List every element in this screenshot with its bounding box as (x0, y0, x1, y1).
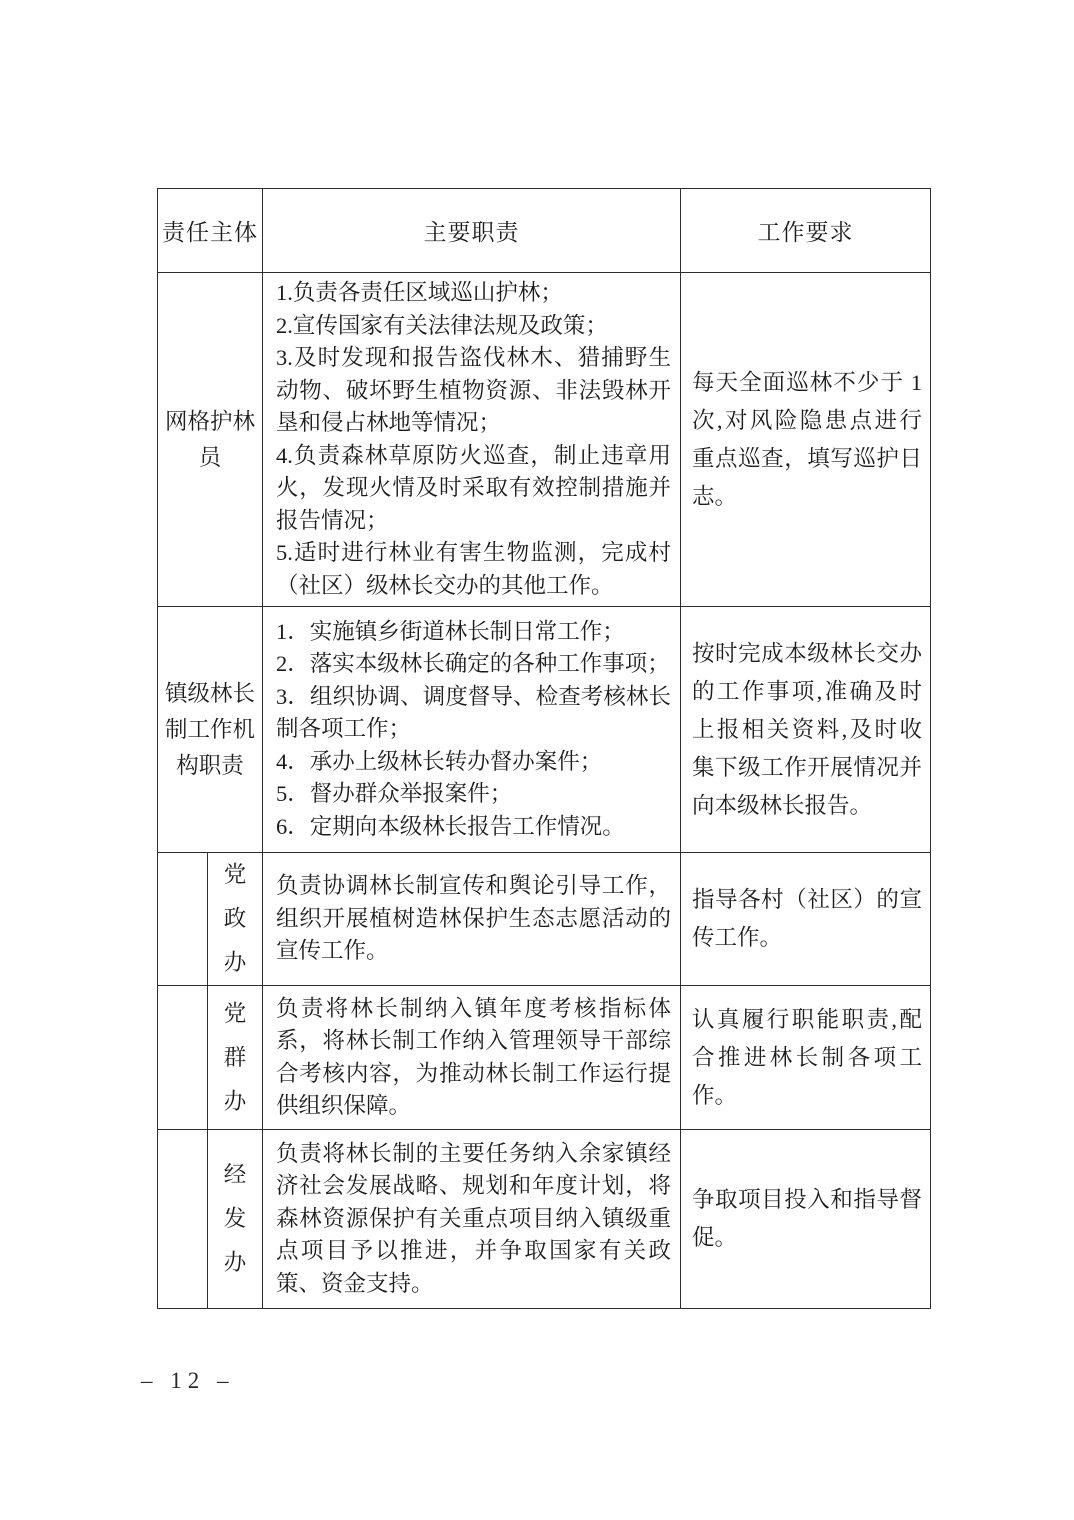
duties-cell (263, 986, 681, 1130)
duties-cell (263, 1130, 681, 1309)
duty-item: 6．定期向本级林长报告工作情况。 (276, 813, 625, 839)
duty-item: 3．组织协调、调度督导、检查考核林长制各项工作； (276, 683, 671, 742)
table-header-row (158, 189, 931, 273)
table-row (158, 607, 931, 853)
responsibility-table (157, 188, 931, 1309)
duty-item: 1．实施镇乡街道林长制日常工作； (276, 618, 625, 644)
header-duties: 主要职责 (263, 189, 681, 273)
requirement-cell: 每天全面巡林不少于 1 次,对风险隐患点进行重点巡查，填写巡护日志。 (681, 273, 931, 607)
entity-group-spacer-cell (158, 986, 208, 1130)
requirement-cell: 指导各村（社区）的宣传工作。 (681, 853, 931, 986)
duty-item: 负责将林长制纳入镇年度考核指标体系，将林长制工作纳入管理领导干部综合考核内容，为推动林长制工作运行提供组织保障。 (276, 995, 671, 1118)
duties-cell (263, 853, 681, 986)
entity-vertical-label: 党政办 (223, 862, 247, 975)
table-row (158, 853, 931, 986)
entity-vertical-label: 党群办 (223, 1000, 247, 1114)
table-row (158, 273, 931, 607)
requirement-cell: 争取项目投入和指导督促。 (681, 1130, 931, 1309)
duty-item: 负责协调林长制宣传和舆论引导工作，组织开展植树造林保护生态志愿活动的宣传工作。 (276, 873, 671, 964)
entity-group-spacer-cell (158, 853, 208, 986)
entity-cell: 镇级林长制工作机构职责 (158, 607, 263, 853)
header-requirement: 工作要求 (681, 189, 931, 273)
requirement-cell: 按时完成本级林长交办的工作事项,准确及时上报相关资料,及时收集下级工作开展情况并向本级林长报告。 (681, 607, 931, 853)
table-row (158, 986, 931, 1130)
duty-item: 2．落实本级林长确定的各种工作事项； (276, 651, 670, 677)
table-row (158, 1130, 931, 1309)
entity-cell (208, 853, 263, 986)
duty-item: 4.负责森林草原防火巡查，制止违章用火，发现火情及时采取有效控制措施并报告情况； (276, 442, 671, 533)
duty-item: 3.及时发现和报告盗伐林木、猎捕野生动物、破坏野生植物资源、非法毁林开垦和侵占林地等情况； (276, 345, 671, 435)
entity-cell (208, 1130, 263, 1309)
duty-item: 1.负责各责任区域巡山护林； (276, 280, 563, 305)
entity-cell (208, 986, 263, 1130)
requirement-cell: 认真履行职能职责,配合推进林长制各项工作。 (681, 986, 931, 1130)
entity-group-spacer-cell (158, 1130, 208, 1309)
duty-item: 5.适时进行林业有害生物监测，完成村（社区）级林长交办的其他工作。 (276, 540, 671, 598)
duties-cell (263, 607, 681, 853)
entity-vertical-label: 经发办 (223, 1162, 247, 1275)
duty-item: 5．督办群众举报案件； (276, 781, 513, 807)
header-entity: 责任主体 (158, 189, 263, 273)
duty-item: 4．承办上级林长转办督办案件； (276, 748, 603, 774)
page-number: – 12 – (141, 1368, 235, 1393)
duties-cell (263, 273, 681, 607)
duty-item: 2.宣传国家有关法律法规及政策； (276, 312, 608, 338)
entity-cell: 网格护林员 (158, 273, 263, 607)
duty-item: 负责将林长制的主要任务纳入余家镇经济社会发展战略、规划和年度计划，将森林资源保护有关重点项目纳入镇级重点项目予以推进，并争取国家有关政策、资金支持。 (276, 1140, 671, 1296)
